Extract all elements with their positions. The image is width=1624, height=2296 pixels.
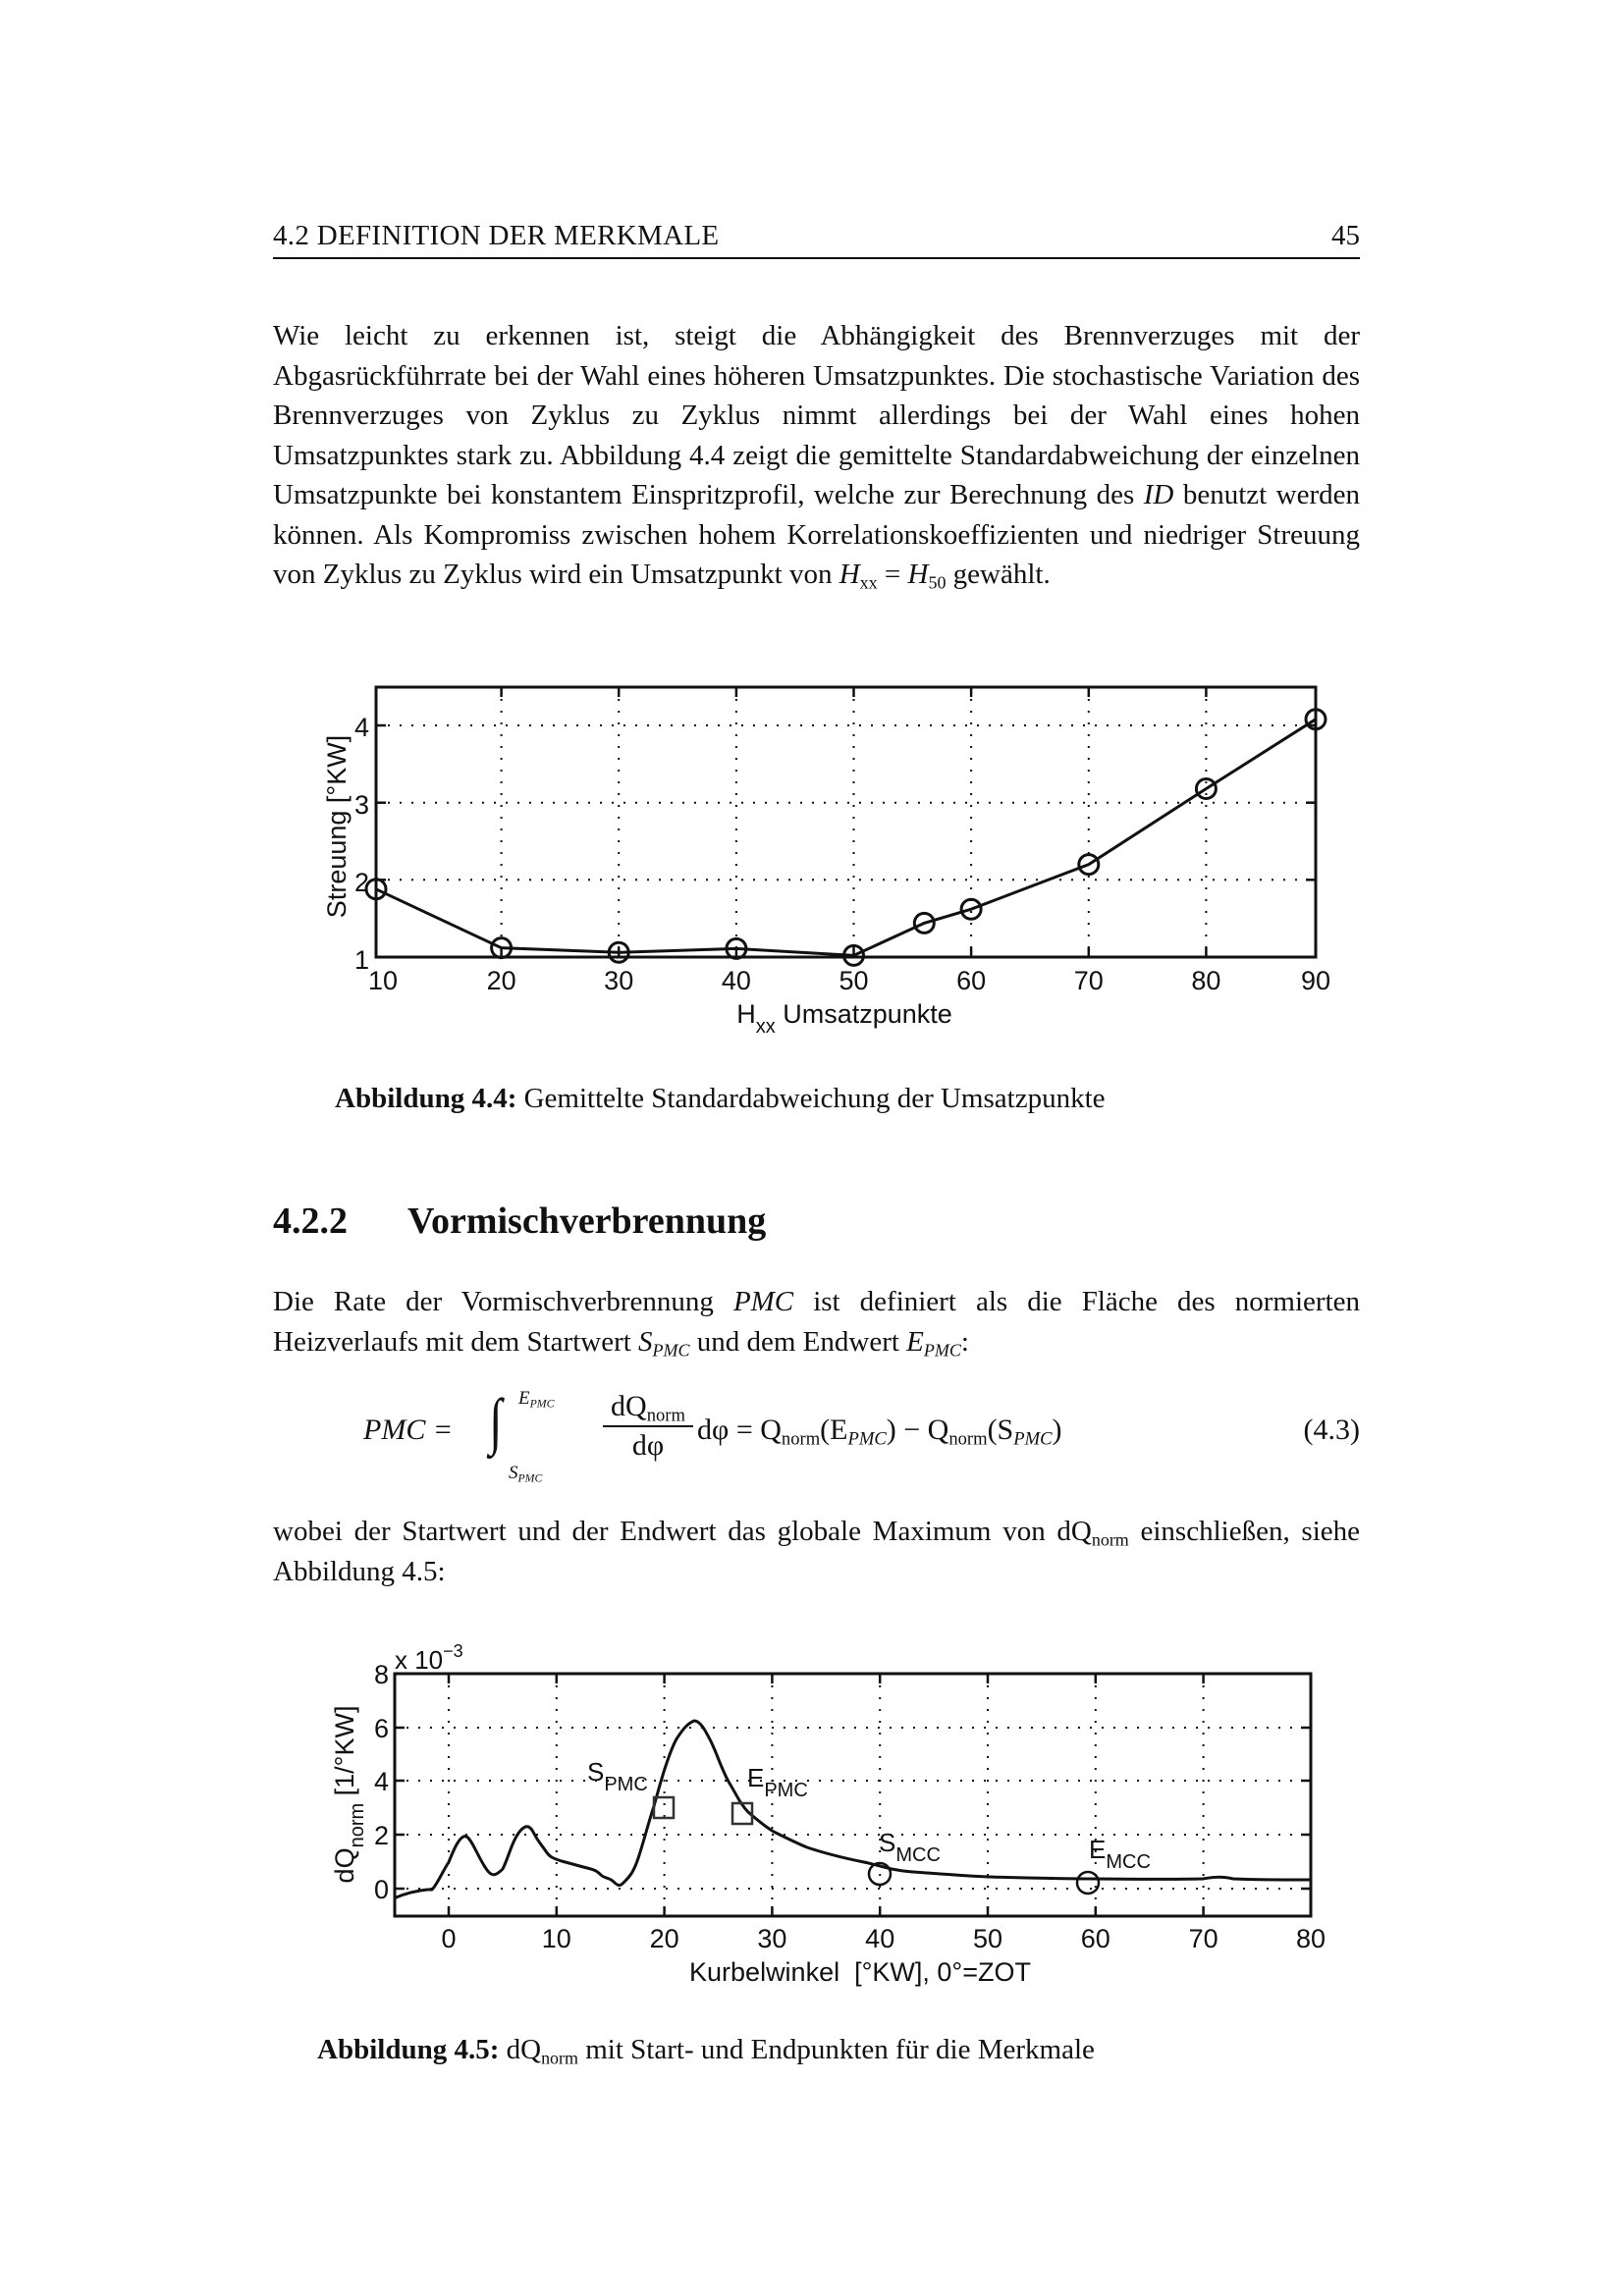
x-tick-label: 80 bbox=[1191, 966, 1221, 995]
y-tick-labels bbox=[354, 713, 369, 975]
equation-4-3 bbox=[273, 1384, 1360, 1492]
y-tick-label: 1 bbox=[353, 945, 369, 975]
e-mcc-label: $E_{MCC}$ bbox=[1089, 1835, 1151, 1873]
paragraph-2 bbox=[273, 1282, 1360, 1362]
x-tick-labels bbox=[441, 1924, 1326, 1953]
caption-text: mit Start- und Endpunkten für die Merkmale bbox=[578, 2034, 1095, 2065]
caption-text: dQ bbox=[499, 2034, 542, 2065]
x-tick-label: 50 bbox=[839, 966, 869, 995]
x-tick-label: 30 bbox=[757, 1924, 787, 1953]
x-axis-label: Kurbelwinkel [°KW], 0°=ZOT bbox=[689, 1957, 1031, 1987]
y-tick-label: 2 bbox=[373, 1821, 389, 1850]
x-tick-label: 10 bbox=[367, 966, 399, 995]
y-tick-label: 3 bbox=[353, 790, 369, 820]
figure-4-4-chart bbox=[0, 0, 1624, 1080]
x-tick-label: 10 bbox=[541, 1924, 571, 1953]
x-tick-label: 40 bbox=[865, 1924, 895, 1953]
fraction-numerator: $dQ_{norm}$ bbox=[603, 1390, 693, 1427]
fraction bbox=[603, 1390, 693, 1463]
math-h: H bbox=[839, 559, 860, 590]
x-axis-label: $H_{xx}$ Umsatzpunkte bbox=[736, 999, 952, 1038]
s-pmc-label: $S_{PMC}$ bbox=[587, 1757, 648, 1795]
section-title: Vormischverbrennung bbox=[407, 1201, 767, 1242]
equation-number: (4.3) bbox=[1303, 1414, 1360, 1446]
math-h: H bbox=[907, 559, 929, 590]
x-tick-label: 20 bbox=[649, 1924, 679, 1953]
x-tick-label: 30 bbox=[604, 966, 634, 995]
y-tick-label: 2 bbox=[353, 868, 369, 897]
x-tick-labels bbox=[368, 966, 1330, 995]
paragraph-text: benutzt werden können. Als Kompromiss zwischen hohem Korrelationskoeffizienten und niedriger Streuung von Zyklus zu Zyklus wird ein Umsatzpunkt von bbox=[273, 479, 1360, 590]
y-axis-label: $dQ_{norm}$ [1/°KW] bbox=[330, 1705, 368, 1884]
y-tick-label: 4 bbox=[353, 713, 369, 742]
x-tick-label: 90 bbox=[1300, 966, 1331, 995]
header-section-title: 4.2 DEFINITION DER MERKMALE bbox=[273, 220, 720, 251]
math-subscript: norm bbox=[1091, 1529, 1129, 1550]
y-tick-label: 4 bbox=[373, 1767, 389, 1796]
plot-frame bbox=[376, 687, 1316, 957]
math-equals: = bbox=[877, 559, 908, 590]
figure-4-5-caption bbox=[317, 2034, 1095, 2066]
e-mcc-marker bbox=[1077, 1872, 1099, 1894]
paragraph-text: gewählt. bbox=[946, 559, 1051, 590]
math-s: S bbox=[638, 1325, 653, 1358]
s-mcc-label: $S_{MCC}$ bbox=[879, 1828, 941, 1866]
math-subscript: PMC bbox=[652, 1339, 690, 1360]
figure-4-4-caption bbox=[335, 1083, 1106, 1115]
paragraph-text: einschließen, siehe Abbildung 4.5: bbox=[273, 1516, 1360, 1587]
caption-label: Abbildung 4.4: bbox=[335, 1083, 517, 1114]
x-tick-label: 50 bbox=[972, 1924, 1003, 1953]
data-markers bbox=[366, 710, 1326, 966]
equation-rhs: $d\varphi = Q_{norm}(E_{PMC}) - Q_{norm}(S_{PMC})$ bbox=[697, 1414, 1062, 1450]
paragraph-text: ist definiert als die Fläche des normierten Heizverlaufs mit dem Startwert bbox=[273, 1286, 1360, 1358]
math-pmc: PMC bbox=[732, 1286, 794, 1317]
x-tick-label: 60 bbox=[956, 966, 987, 995]
paragraph-text: : bbox=[960, 1325, 969, 1358]
x-tick-label: 60 bbox=[1080, 1924, 1110, 1953]
paragraph-text: wobei der Startwert und der Endwert das globale Maximum von dQ bbox=[273, 1516, 1092, 1547]
integral-lower-limit: $S_{PMC}$ bbox=[509, 1463, 543, 1485]
x-tick-label: 0 bbox=[441, 1924, 457, 1953]
data-curve bbox=[395, 1721, 1311, 1898]
ticks bbox=[376, 687, 1316, 957]
paragraph-text: Wie leicht zu erkennen ist, steigt die Abhängigkeit des Brennverzuges mit der Abgasrückführrate bei der Wahl eines höheren Umsatzpunktes. Die stochastische Variation des Brennverzuges von Zyklus zu Zyklus nimmt allerdings bei der Wahl eines hohen Umsatzpunktes stark zu. Abbildung 4.4 zeigt die gemittelte Standardabweichung der einzelnen Umsatzpunkte bei konstantem Einspritzprofil, welche zur Berechnung des bbox=[273, 320, 1360, 510]
y-tick-labels bbox=[374, 1660, 389, 1904]
math-subscript: PMC bbox=[923, 1339, 961, 1360]
figure-4-5-chart bbox=[0, 1620, 1624, 2012]
section-number: 4.2.2 bbox=[273, 1201, 348, 1242]
paragraph-text: Die Rate der Vormischverbrennung bbox=[273, 1286, 733, 1317]
math-subscript: 50 bbox=[928, 572, 947, 593]
section-heading bbox=[273, 1200, 766, 1243]
integral-upper-limit: $E_{PMC}$ bbox=[518, 1388, 555, 1411]
integral-sign: ∫ bbox=[489, 1386, 503, 1456]
paragraph-text: und dem Endwert bbox=[689, 1325, 907, 1358]
fraction-denominator: dφ bbox=[631, 1429, 665, 1462]
x-tick-label: 20 bbox=[486, 966, 516, 995]
caption-text: Gemittelte Standardabweichung der Umsatzpunkte bbox=[516, 1083, 1106, 1114]
y-axis-label: Streuung [°KW] bbox=[322, 734, 352, 919]
paragraph-3 bbox=[273, 1512, 1360, 1591]
y-multiplier: x $10^{-3}$ bbox=[395, 1641, 463, 1675]
math-subscript: xx bbox=[859, 572, 878, 593]
e-pmc-label: $E_{PMC}$ bbox=[747, 1763, 808, 1801]
y-tick-label: 6 bbox=[373, 1714, 389, 1743]
caption-subscript: norm bbox=[541, 2048, 578, 2068]
data-line bbox=[376, 720, 1316, 956]
x-tick-label: 80 bbox=[1295, 1924, 1326, 1953]
math-e: E bbox=[906, 1325, 924, 1358]
grid-lines bbox=[376, 687, 1316, 957]
x-tick-label: 40 bbox=[721, 966, 751, 995]
caption-label: Abbildung 4.5: bbox=[317, 2034, 500, 2065]
x-tick-label: 70 bbox=[1188, 1924, 1218, 1953]
x-tick-label: 70 bbox=[1073, 966, 1104, 995]
annotation-labels bbox=[587, 1757, 1151, 1873]
y-tick-label: 0 bbox=[373, 1875, 389, 1904]
equation-lhs: PMC = bbox=[363, 1414, 454, 1446]
y-tick-label: 8 bbox=[373, 1660, 389, 1689]
page-number: 45 bbox=[1331, 220, 1360, 251]
math-id: ID bbox=[1143, 479, 1174, 510]
